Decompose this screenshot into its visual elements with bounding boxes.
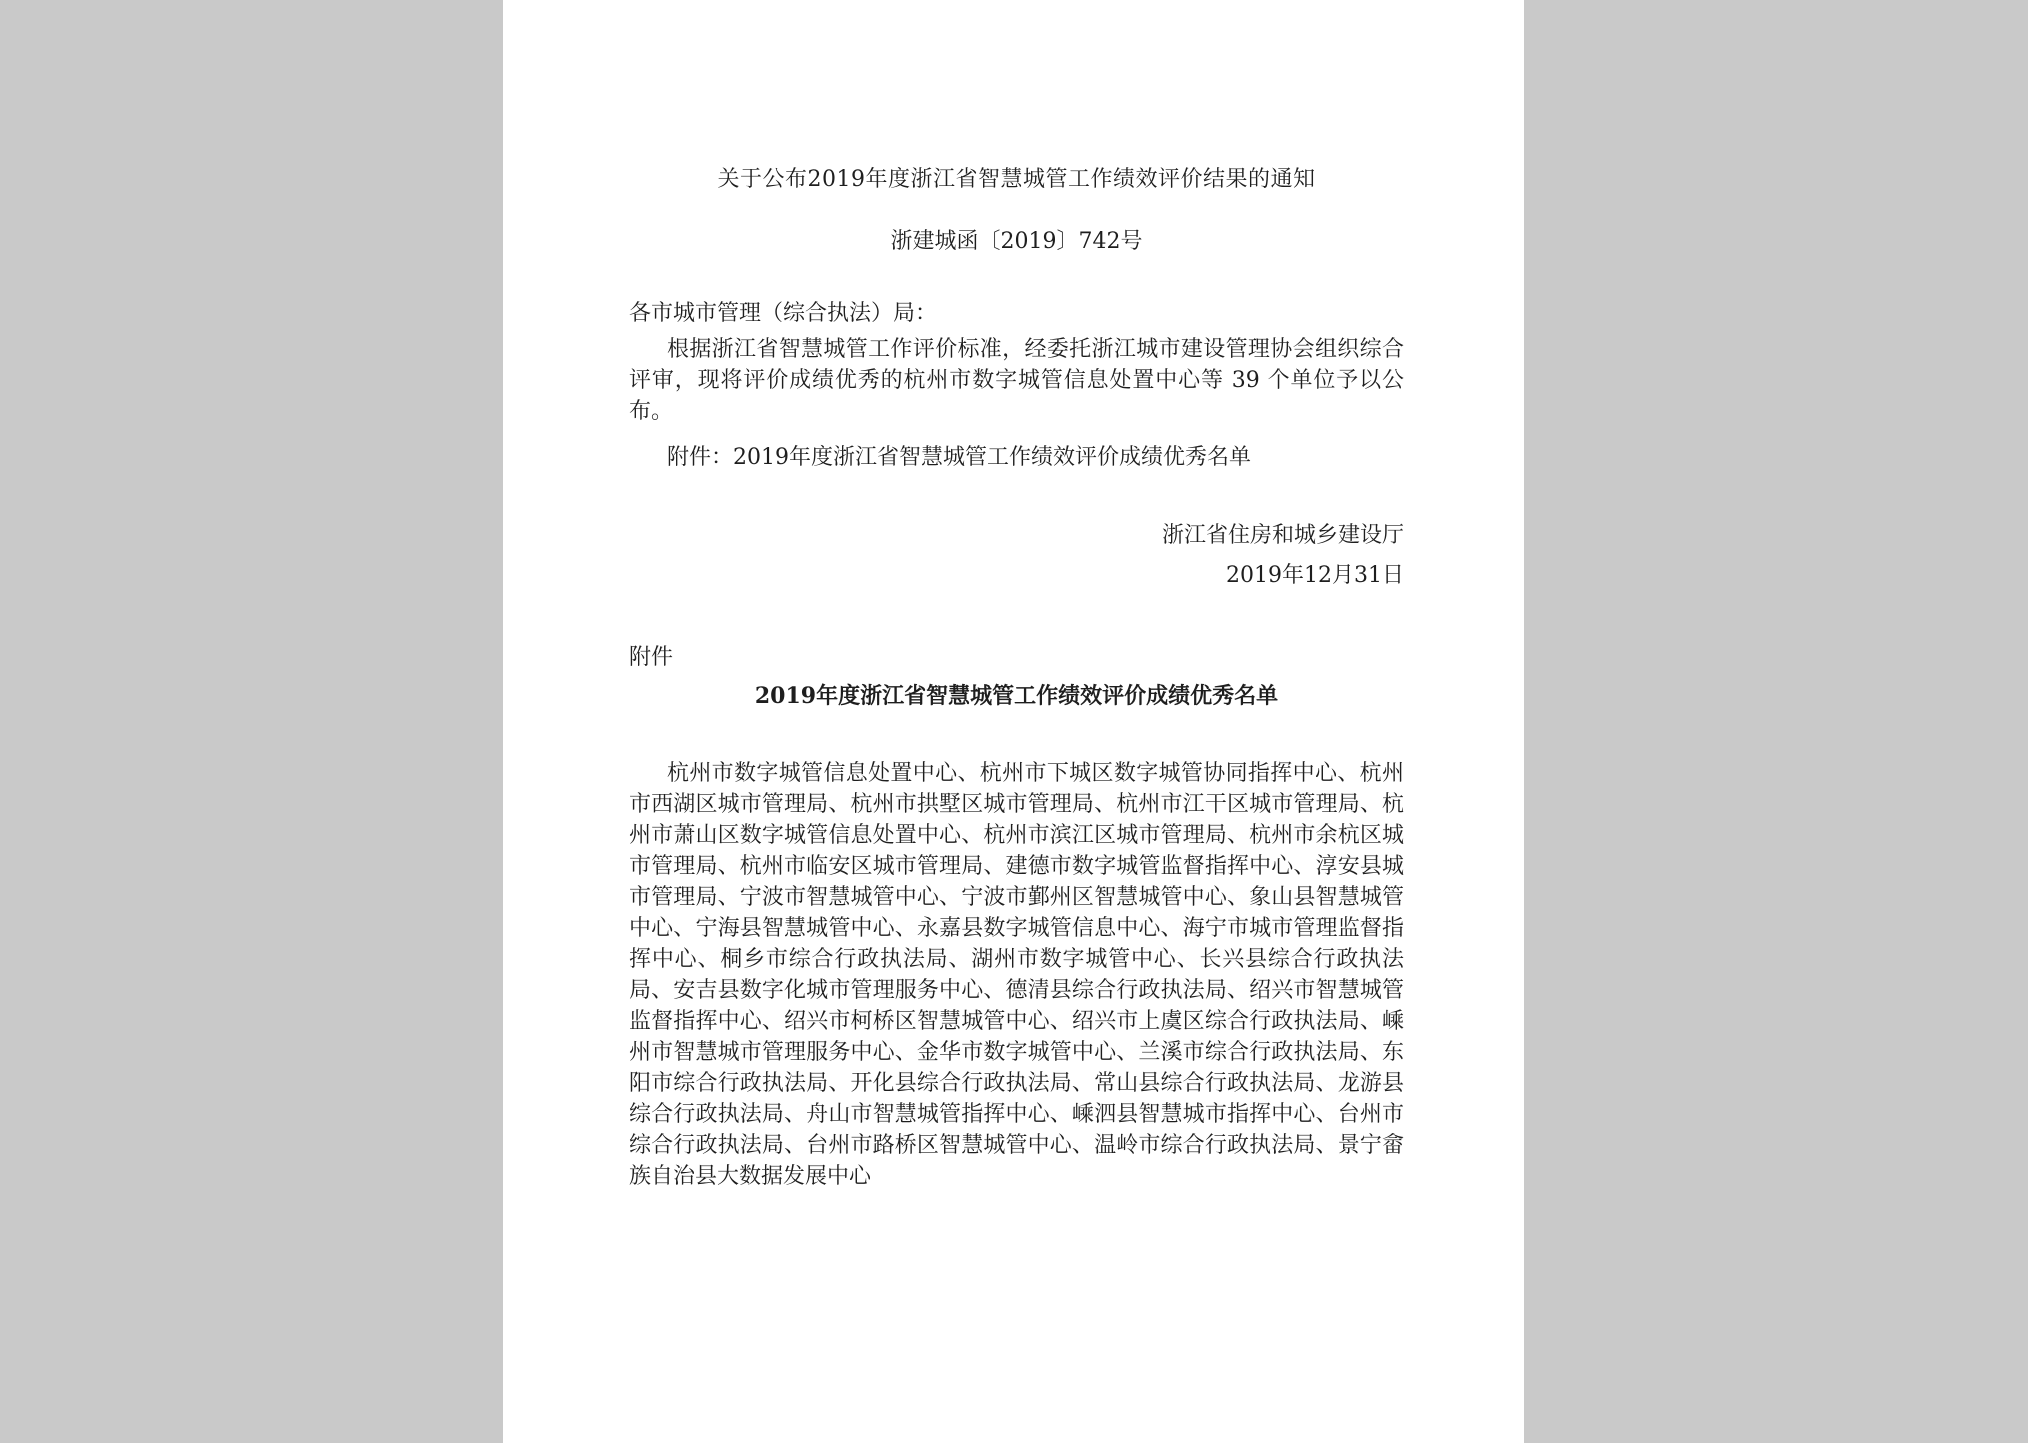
- notice-title: 关于公布2019年度浙江省智慧城管工作绩效评价结果的通知: [717, 167, 1316, 192]
- annex-list: 杭州市数字城管信息处置中心、杭州市下城区数字城管协同指挥中心、杭州市西湖区城市管理局、杭州市拱墅区城市管理局、杭州市江干区城市管理局、杭州市萧山区数字城管信息处置中心、杭州市滨江区城市管理局、杭州市余杭区城市管理局、杭州市临安区城市管理局、建德市数字城管监督指挥中心、淳安县城市管理局、宁波市智慧城管中心、宁波市鄞州区智慧城管中心、象山县智慧城管中心、宁海县智慧城管中心、永嘉县数字城管信息中心、海宁市城市管理监督指挥中心、桐乡市综合行政执法局、湖州市数字城管中心、长兴县综合行政执法局、安吉县数字化城市管理服务中心、德清县综合行政执法局、绍兴市智慧城管监督指挥中心、绍兴市柯桥区智慧城管中心、绍兴市上虞区综合行政执法局、嵊州市智慧城市管理服务中心、金华市数字城管中心、兰溪市综合行政执法局、东阳市综合行政执法局、开化县综合行政执法局、常山县综合行政执法局、龙游县综合行政执法局、舟山市智慧城管指挥中心、嵊泗县智慧城市指挥中心、台州市综合行政执法局、台州市路桥区智慧城管中心、温岭市综合行政执法局、景宁畲族自治县大数据发展中心: [629, 761, 1404, 1189]
- issuer-signature: 浙江省住房和城乡建设厅: [1161, 523, 1404, 548]
- annex-title: 2019年度浙江省智慧城管工作绩效评价成绩优秀名单: [754, 683, 1279, 709]
- issue-date: 2019年12月31日: [1226, 563, 1404, 588]
- document-page: [503, 0, 1524, 1443]
- attachment-reference: 附件：2019年度浙江省智慧城管工作绩效评价成绩优秀名单: [667, 445, 1251, 470]
- salutation: 各市城市管理（综合执法）局：: [629, 301, 938, 326]
- annex-label: 附件: [629, 645, 674, 670]
- body-paragraph: 根据浙江省智慧城管工作评价标准，经委托浙江城市建设管理协会组织综合评审，现将评价成绩优秀的杭州市数字城管信息处置中心等 39 个单位予以公布。: [629, 337, 1404, 424]
- document-number: 浙建城函〔2019〕742号: [890, 229, 1143, 254]
